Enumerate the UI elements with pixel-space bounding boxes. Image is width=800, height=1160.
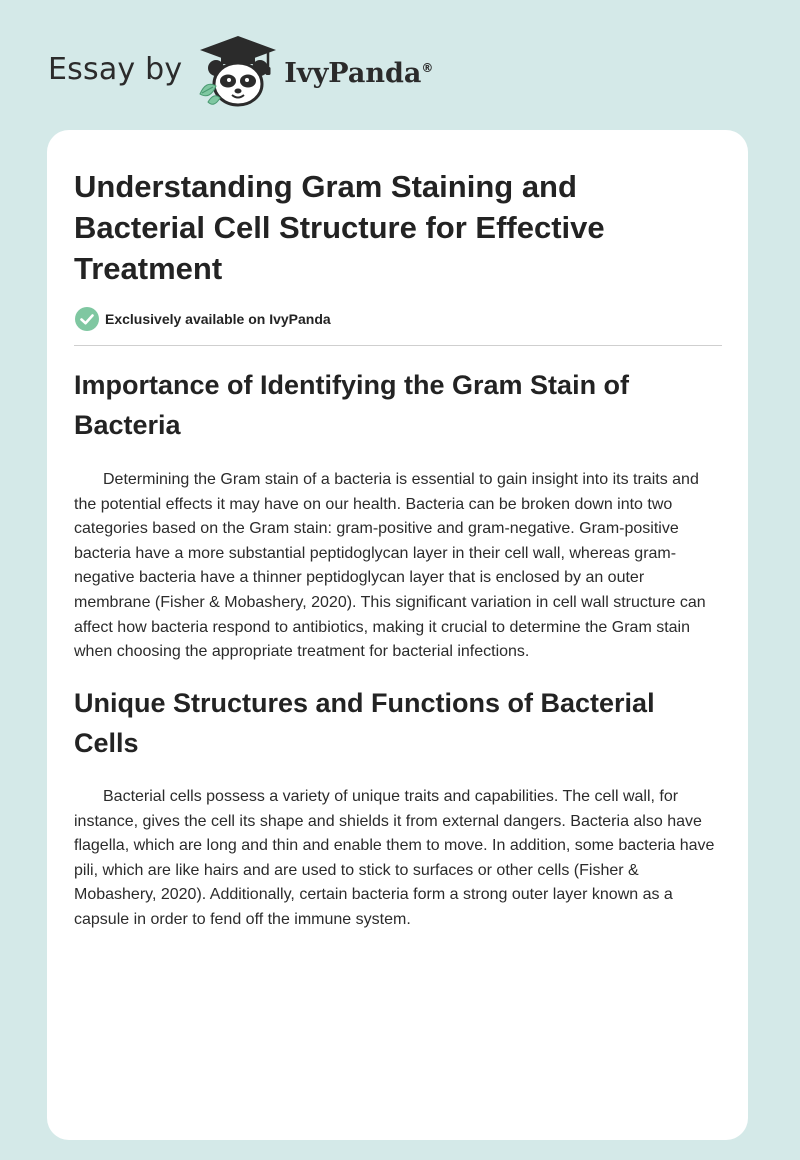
section-heading-cell-structures: Unique Structures and Functions of Bacterial Cells: [74, 688, 655, 758]
section-paragraph-gram-stain: Determining the Gram stain of a bacteria is essential to gain insight into its traits and the potential effects it may have on our health. Bacteria can be broken down into two categories based on the Gram stain: gram-positive and gram-negative. Gram-positive bacteria have a more substantial peptidoglycan layer in their cell wall, whereas gram-negative bacteria have a thinner peptidoglycan layer that is enclosed by an outer membrane (Fisher & Mobashery, 2020). This significant variation in cell wall structure can affect how bacteria respond to antibiotics, making it crucial to determine the Gram stain when choosing the appropriate treatment for bacterial infections.: [74, 471, 706, 661]
check-circle-icon: [74, 306, 100, 332]
exclusive-badge: [74, 306, 331, 332]
essay-card: [47, 130, 748, 1140]
brand-name[interactable]: IvyPanda®: [284, 57, 434, 89]
section-heading-gram-stain: Importance of Identifying the Gram Stain of Bacteria: [74, 370, 630, 440]
essay-title: Understanding Gram Staining and Bacterial Cell Structure for Effective Treatment: [74, 169, 605, 286]
section-paragraph-cell-structures: Bacterial cells possess a variety of unique traits and capabilities. The cell wall, for instance, gives the cell its shape and shields it from external dangers. Bacteria also have flagella, which are long and thin and enable them to move. In addition, some bacteria have pili, which are like hairs and are used to stick to surfaces or other cells (Fisher & Mobashery, 2020). Additionally, certain bacteria form a strong outer layer known as a capsule in order to fend off the immune system.: [74, 788, 715, 928]
title-divider: [74, 345, 722, 346]
site-header: [48, 34, 433, 110]
essay-by-label: Essay by: [48, 51, 183, 87]
panda-graduate-logo-icon[interactable]: [196, 34, 280, 110]
exclusive-badge-text: Exclusively available on IvyPanda: [105, 311, 331, 327]
registered-mark: ®: [421, 60, 434, 75]
